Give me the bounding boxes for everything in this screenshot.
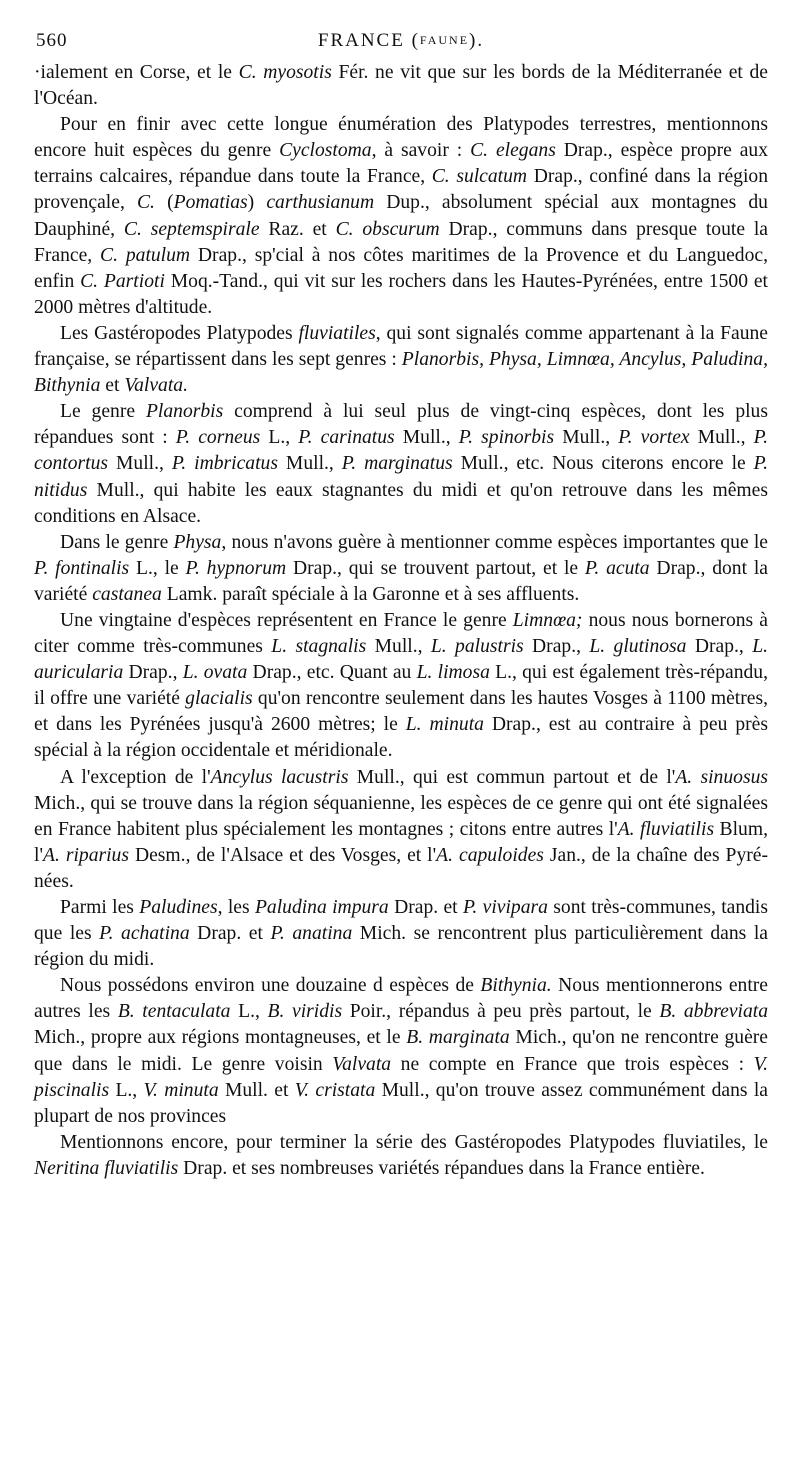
italic-term: Valvata xyxy=(332,1053,392,1075)
text-run: sont très-communes, tandis que les xyxy=(34,897,769,945)
italic-term: Physa xyxy=(173,531,222,553)
text-run: L., qui est également très-répandu, il offre une variété xyxy=(34,662,768,710)
paragraph xyxy=(34,399,768,529)
text-run: , nous n'avons guère à mentionner comme espèces importantes que le xyxy=(221,531,768,553)
text-run: Mull., xyxy=(394,427,459,449)
italic-term: P. imbricatus xyxy=(171,453,278,475)
italic-term: C. elegans xyxy=(470,140,556,162)
text-run: Raz. et xyxy=(259,218,336,240)
italic-term: L. palustris xyxy=(430,636,524,658)
italic-term: P. marginatus xyxy=(341,453,453,475)
running-head xyxy=(34,30,768,52)
paragraph xyxy=(34,608,768,765)
text-run: Drap., xyxy=(686,636,753,658)
text-run: Mull., xyxy=(366,636,431,658)
text-run: Drap. et xyxy=(388,897,463,918)
italic-term: V. cristata xyxy=(294,1079,376,1101)
italic-term: L. stagnalis xyxy=(271,636,367,658)
italic-term: A. sinuosus xyxy=(675,766,768,788)
text-run: Dup., absolument spécial aux montagnes du Dauphiné, xyxy=(34,192,768,240)
text-run: Mull., qui est commun partout et de l' xyxy=(348,766,676,788)
text-run: A l'exception de l' xyxy=(60,766,211,788)
text-run: Drap., xyxy=(123,662,183,684)
text-run: Mich. se rencontrent plus particulièrement dans la région du midi. xyxy=(34,923,768,971)
italic-term: Planorbis xyxy=(145,401,224,423)
text-run: L., le xyxy=(129,557,186,579)
text-run: Drap., etc. Quant au xyxy=(247,662,417,684)
text-run: Jan., de la chaîne des Pyrénées. xyxy=(34,844,769,892)
text-run: Mull., qu'on trouve assez communément dans la plupart de nos provinces xyxy=(34,1079,769,1127)
text-run: , à savoir : xyxy=(371,140,471,162)
text-run: Parmi les xyxy=(60,897,140,918)
running-head-title: FRANCE xyxy=(317,30,405,51)
text-run: ( xyxy=(154,192,174,214)
text-run: Blum, l' xyxy=(34,818,768,866)
text-run: L., xyxy=(260,427,299,449)
text-run: Fér. ne vit que sur les bords de la Méditerranée et de l'Océan. xyxy=(34,62,768,110)
text-run: Desm., de l'Alsace et des Vosges, et l' xyxy=(128,844,437,866)
italic-term: P. hypnorum xyxy=(185,557,287,579)
paragraph xyxy=(34,60,768,112)
paragraph xyxy=(34,895,768,973)
text-run: Drap. et ses nombreuses variétés répandues dans la France entière. xyxy=(178,1157,705,1179)
italic-term: P. corneus xyxy=(175,427,261,449)
text-run: Drap., espèce propre aux terrains calcaires, répandue dans toute la France, xyxy=(34,140,768,188)
text-run: Le genre xyxy=(60,401,146,423)
text-run: Nous mentionnerons entre autres les xyxy=(34,975,768,1023)
text-run: L., xyxy=(230,1001,268,1023)
text-run: Drap., qui se trouvent partout, et le xyxy=(286,557,585,579)
italic-term: P. nitidus xyxy=(34,453,769,501)
italic-term: B. marginata xyxy=(406,1027,510,1049)
text-run: Drap., xyxy=(523,636,590,658)
text-run: Mull., xyxy=(108,453,172,475)
italic-term: P. achatina xyxy=(99,923,190,945)
italic-term: Limnœa; xyxy=(512,609,583,631)
paragraph xyxy=(34,765,768,895)
italic-term: C. myosotis xyxy=(238,62,332,83)
italic-term: glacialis xyxy=(185,688,253,710)
italic-term: C. xyxy=(136,192,155,214)
text-run: qu'on rencontre seulement dans les hautes Vosges à 1100 mètres, et dans les Pyrénées jusqu'à 2600 mètres; le xyxy=(34,688,768,736)
italic-term: A. fluviatilis xyxy=(617,818,715,840)
text-run: Drap., dont la variété xyxy=(34,557,768,605)
italic-term: V. minuta xyxy=(143,1079,219,1101)
italic-term: P. spinorbis xyxy=(458,427,555,449)
text-run: , les xyxy=(217,897,255,918)
italic-term: Cyclostoma xyxy=(279,140,372,162)
italic-term: C. sulcatum xyxy=(431,166,528,188)
text-run: Mull., xyxy=(277,453,342,475)
text-run: Moq.-Tand., qui vit sur les rochers dans les Hautes-Pyrénées, entre 1500 et 2000 mètres d'altitude. xyxy=(34,270,768,318)
text-run: Une vingtaine d'espèces représentent en France le genre xyxy=(60,609,513,631)
text-run: Mentionnons encore, pour terminer la série des Gastéropodes Platypodes fluviatiles, le xyxy=(60,1131,768,1153)
italic-term: P. fontinalis xyxy=(34,557,130,579)
italic-term: L. ovata xyxy=(182,662,248,684)
text-run: et xyxy=(100,375,125,397)
text-run: Mull., etc. Nous citerons encore le xyxy=(452,453,754,475)
italic-term: V. piscinalis xyxy=(34,1053,768,1101)
text-run: Les Gastéropodes Platypodes xyxy=(60,322,299,344)
italic-term: C. Partioti xyxy=(80,270,165,292)
text-run: Mull., xyxy=(554,427,619,449)
italic-term: Neritina fluviatilis xyxy=(34,1157,179,1179)
text-run: ne compte en France que trois espèces : xyxy=(391,1053,754,1075)
text-run: ·ialement en Corse, et le xyxy=(34,62,239,83)
italic-term: L. limosa xyxy=(416,662,490,684)
italic-term: Ancylus lacustris xyxy=(210,766,349,788)
italic-term: fluviatiles xyxy=(298,322,376,344)
italic-term: C. obscurum xyxy=(335,218,440,240)
text-run: L., xyxy=(109,1079,144,1101)
paragraph xyxy=(34,973,768,1130)
italic-term: P. vortex xyxy=(618,427,690,449)
running-head-subtitle: FAUNE xyxy=(419,33,470,47)
italic-term: Bithynia. xyxy=(480,975,552,997)
text-run: Poir., répandus à peu près partout, le xyxy=(342,1001,660,1023)
text-run: Pour en finir avec cette longue énumération des Platypodes terrestres, mentionnons encore huit espèces du genre xyxy=(34,114,768,162)
running-head-open: ( xyxy=(404,30,420,51)
running-head-close: ). xyxy=(469,30,485,51)
text-run: , qui sont signalés comme appartenant à la Faune française, se répartissent dans les sept genres : xyxy=(34,322,768,371)
italic-term: Paludina impura xyxy=(254,897,389,918)
body-text xyxy=(34,60,768,1182)
italic-term: C. patulum xyxy=(100,244,191,266)
italic-term: P. carinatus xyxy=(298,427,395,449)
italic-term: B. abbreviata xyxy=(659,1001,769,1023)
italic-term: A. riparius xyxy=(42,844,129,866)
italic-term: carthusianum xyxy=(266,192,375,214)
italic-term: P. contortus xyxy=(34,427,769,475)
paragraph xyxy=(34,1130,768,1182)
text-run: comprend à lui seul plus de vingt-cinq espèces, dont les plus répandues sont : xyxy=(34,401,768,449)
italic-term: B. viridis xyxy=(267,1001,343,1023)
book-page xyxy=(34,30,768,1182)
paragraph xyxy=(34,530,768,608)
italic-term: castanea xyxy=(92,583,162,605)
italic-term: B. tentaculata xyxy=(117,1001,231,1023)
italic-term: P. vivipara xyxy=(462,897,548,918)
text-run: Mich., qui se trouve dans la région séquanienne, les espèces de ce genre qui ont été signalées en France habitent plus spécialement les montagnes ; citons entre autres l' xyxy=(34,792,768,840)
italic-term: L. minuta xyxy=(405,714,484,736)
text-run: Mich., propre aux régions montagneuses, et le xyxy=(34,1027,407,1049)
italic-term: L. auricularia xyxy=(34,636,768,684)
italic-term: P. acuta xyxy=(584,557,650,579)
italic-term: C. septemspirale xyxy=(123,218,260,240)
page-number: 560 xyxy=(36,30,68,51)
text-run: Drap., sp'cial à nos côtes maritimes de la Provence et du Languedoc, enfin xyxy=(34,244,768,292)
text-run: nous nous bornerons à citer comme très-communes xyxy=(34,609,768,658)
text-run: Drap., confiné dans la région provençale, xyxy=(34,166,768,214)
italic-term: Paludines xyxy=(139,897,218,918)
italic-term: A. capuloides xyxy=(436,844,544,866)
text-run: Mich., qu'on ne rencontre guère que dans le midi. Le genre voisin xyxy=(34,1027,769,1075)
text-run: ) xyxy=(247,192,267,214)
italic-term: Valvata. xyxy=(124,375,188,397)
italic-term: Pomatias xyxy=(173,192,248,214)
text-run: Mull. et xyxy=(218,1079,295,1101)
italic-term: P. anatina xyxy=(270,923,353,945)
text-run: Mull., xyxy=(689,427,754,449)
paragraph xyxy=(34,112,768,321)
text-run: Drap. et xyxy=(189,923,271,945)
page-header xyxy=(34,30,768,60)
text-run: Drap., communs dans presque toute la France, xyxy=(34,218,769,266)
text-run: Drap., est au contraire à peu près spécial à la région occidentale et méridionale. xyxy=(34,714,768,762)
text-run: Nous possédons environ une douzaine d espèces de xyxy=(60,975,481,997)
text-run: Lamk. paraît spéciale à la Garonne et à ses affluents. xyxy=(161,583,580,605)
italic-term: Planorbis, Physa, Limnœa, Ancylus, Paludina, Bithynia xyxy=(34,349,768,397)
paragraph xyxy=(34,321,768,399)
italic-term: L. glutinosa xyxy=(589,636,687,658)
text-run: Mull., qui habite les eaux stagnantes du midi et qu'on retrouve dans les mêmes conditions en Alsace. xyxy=(34,479,768,527)
text-run: Dans le genre xyxy=(60,531,174,553)
